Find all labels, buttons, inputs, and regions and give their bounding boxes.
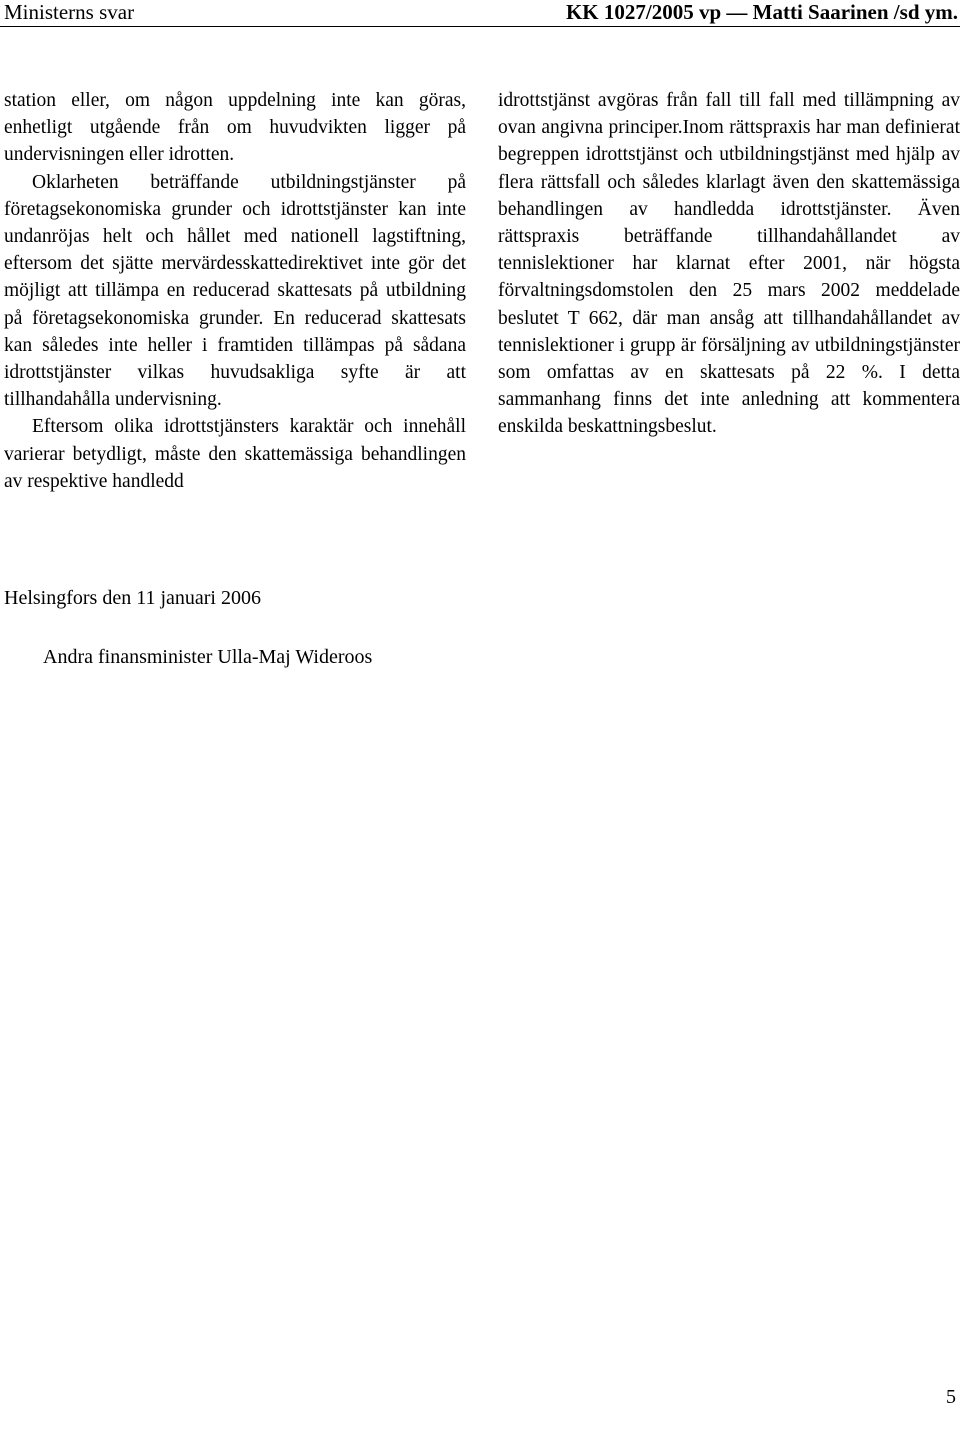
minister-signature: Andra finansminister Ulla-Maj Wideroos (43, 646, 373, 668)
place-and-date: Helsingfors den 11 januari 2006 (4, 587, 261, 609)
left-paragraph-1: station eller, om någon uppdelning inte kan göras, enhetligt utgående från om huvudvikten ligger på undervisningen eller idrotten. (4, 90, 466, 166)
right-text-column (498, 87, 960, 441)
header-section-title: Ministerns svar (4, 0, 135, 24)
left-text-column (4, 87, 466, 495)
left-paragraph-3: Eftersom olika idrottstjänsters karaktär och innehåll varierar betydligt, måste den skattemässiga behandlingen av respektive handledd (4, 416, 466, 492)
page-header (0, 0, 960, 27)
left-paragraph-2: Oklarheten beträffande utbildningstjänster på företagsekonomiska grunder och idrottstjänster kan inte undanröjas helt och hållet med nationell lagstiftning, eftersom det sjätte mervärdesskattedirektivet inte gör det möjligt att tillämpa en reducerad skattesats på utbildning på företagsekonomiska grunder. En reducerad skattesats kan således inte heller i framtiden tillämpas på sådana idrottstjänster vilkas huvudsakliga syfte är att tillhandahålla undervisning. (4, 171, 466, 411)
page-number: 5 (946, 1386, 956, 1408)
header-document-reference: KK 1027/2005 vp — Matti Saarinen /sd ym. (565, 0, 958, 24)
right-paragraph-1: idrottstjänst avgöras från fall till fall med tillämpning av ovan angivna principer.Inom rättspraxis har man definierat begreppen idrottstjänst och utbildningstjänst med hjälp av flera rättsfall och således klarlagt även den skattemässiga behandlingen av handledda idrottstjänster. Även rättspraxis beträffande tillhandahållandet av tennislektioner har klarnat efter 2001, när högsta förvaltningsdomstolen den 25 mars 2002 meddelade beslutet T 662, där man ansåg att tillhandahållandet av tennislektioner i grupp är försäljning av utbildningstjänster som omfattas av en skattesats på 22 %. I detta sammanhang finns det inte anledning att kommentera enskilda beskattningsbeslut. (498, 90, 960, 438)
